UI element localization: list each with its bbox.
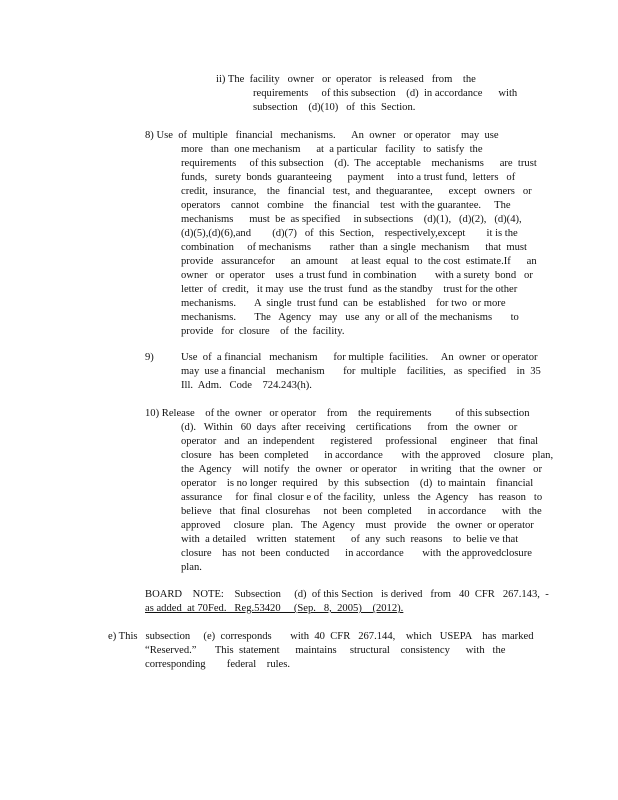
- text-line: plan.: [181, 562, 202, 573]
- text-line: Ill. Adm. Code 724.243(h).: [181, 380, 312, 391]
- text-line: closure has been completed in accordance with the approved closure plan,: [181, 450, 554, 461]
- text-line: ii) The facility owner or operator is released from the: [216, 74, 476, 85]
- text-line: approved closure plan. The Agency must provide the owner or operator: [181, 520, 534, 531]
- text-line: (d)(5),(d)(6),and (d)(7) of this Section, respectively,except it is the: [181, 228, 518, 239]
- text-line: e) This subsection (e) corresponds with 40 CFR 267.144, which USEPA has marked: [108, 631, 534, 642]
- text-line: Use of a financial mechanism for multiple facilities. An owner or operator: [181, 352, 538, 363]
- board-note-struck-line: as added at 70Fed. Reg.53420 (Sep. 8, 2005) (2012).: [145, 603, 404, 614]
- text-line: letter of credit, it may use the trust fund as the standby trust for the other: [181, 284, 518, 295]
- text-line: 8) Use of multiple financial mechanisms. An owner or operator may use: [145, 130, 499, 141]
- text-line: (d). Within 60 days after receiving certifications from the owner or: [181, 422, 518, 433]
- text-line: believe that final closurehas not been completed in accordance with the: [181, 506, 542, 517]
- text-line: assurance for final closur e of the facility, unless the Agency has reason to: [181, 492, 543, 503]
- text-line: requirements of this subsection (d). The acceptable mechanisms are trust: [181, 158, 537, 169]
- text-line: provide for closure of the facility.: [181, 326, 345, 337]
- text-line: operator is no longer required by this subsection (d) to maintain financial: [181, 478, 534, 489]
- text-line: subsection (d)(10) of this Section.: [253, 102, 416, 113]
- text-line: provide assurancefor an amount at least equal to the cost estimate.If an: [181, 256, 537, 267]
- board-note-line: BOARD NOTE: Subsection (d) of this Section is derived from 40 CFR 267.143, -: [145, 589, 549, 600]
- text-line: operators cannot combine the financial test with the guarantee. The: [181, 200, 511, 211]
- text-line: operator and an independent registered professional engineer that final: [181, 436, 539, 447]
- text-line: owner or operator uses a trust fund in combination with a surety bond or: [181, 270, 533, 281]
- text-line: “Reserved.” This statement maintains structural consistency with the: [145, 645, 506, 656]
- text-line: closure has not been conducted in accordance with the approvedclosure: [181, 548, 532, 559]
- text-line: funds, surety bonds guaranteeing payment into a trust fund, letters of: [181, 172, 516, 183]
- item-number: 9): [145, 352, 154, 363]
- text-line: mechanisms. A single trust fund can be established for two or more: [181, 298, 506, 309]
- text-line: combination of mechanisms rather than a single mechanism that must: [181, 242, 527, 253]
- text-line: more than one mechanism at a particular facility to satisfy the: [181, 144, 483, 155]
- text-line: with a detailed written statement of any such reasons to belie ve that: [181, 534, 519, 545]
- text-line: credit, insurance, the financial test, and theguarantee, except owners or: [181, 186, 532, 197]
- text-line: mechanisms must be as specified in subsections (d)(1), (d)(2), (d)(4),: [181, 214, 522, 225]
- text-line: 10) Release of the owner or operator from the requirements of this subsection: [145, 408, 530, 419]
- text-line: requirements of this subsection (d) in accordance with: [253, 88, 518, 99]
- text-line: the Agency will notify the owner or operator in writing that the owner or: [181, 464, 542, 475]
- text-line: corresponding federal rules.: [145, 659, 291, 670]
- text-line: mechanisms. The Agency may use any or all of the mechanisms to: [181, 312, 519, 323]
- text-line: may use a financial mechanism for multiple facilities, as specified in 35: [181, 366, 541, 377]
